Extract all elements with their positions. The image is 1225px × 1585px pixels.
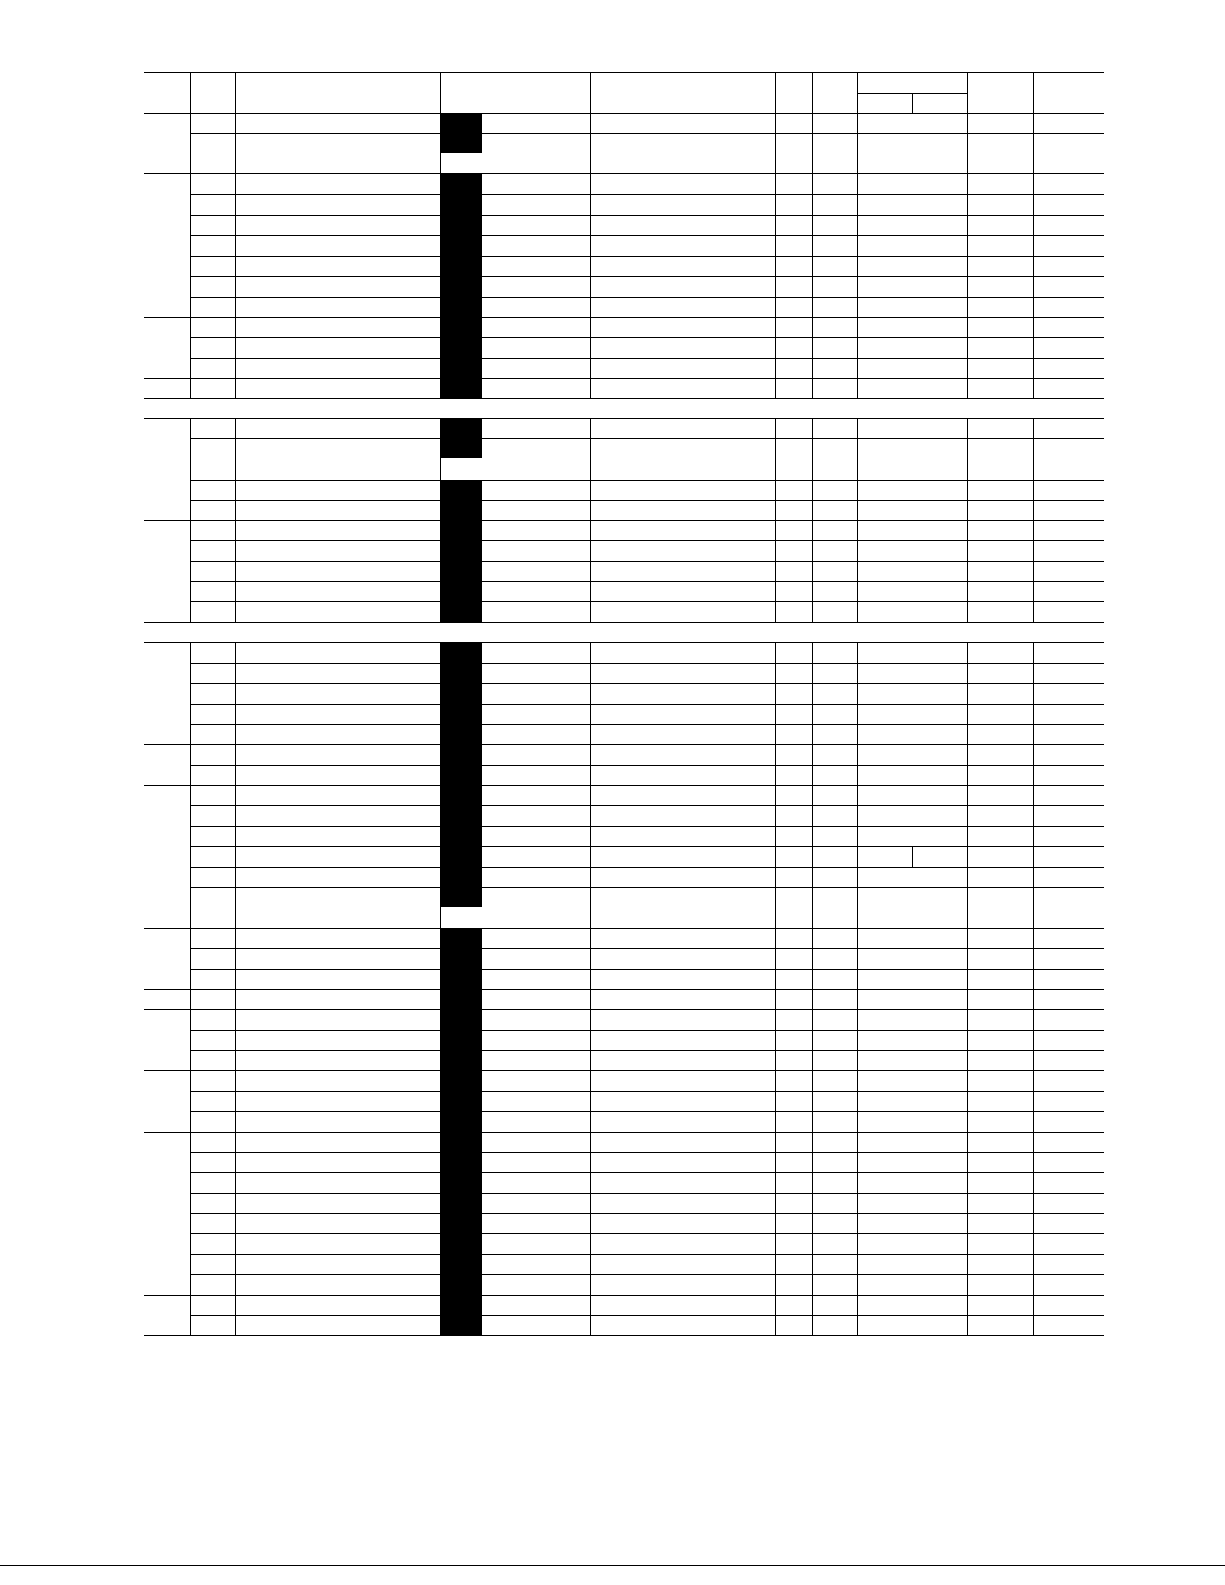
table-row [144, 969, 1104, 989]
table-row [144, 1274, 1104, 1295]
table-row [144, 1213, 1104, 1233]
table-row [144, 744, 1104, 765]
table-row [144, 846, 1104, 867]
table-group-rule [144, 520, 1104, 521]
table-row [144, 1111, 1104, 1132]
table-row [144, 297, 1104, 317]
header-cell-col_9 [967, 72, 1033, 113]
table-group-rule [144, 418, 1104, 419]
table-row [144, 1132, 1104, 1152]
table-row [144, 540, 1104, 561]
table-row [144, 785, 1104, 805]
table-row [144, 500, 1104, 520]
header-cell-col_6 [775, 72, 812, 113]
table-row [144, 826, 1104, 846]
table-row [144, 133, 1104, 173]
table-row [144, 704, 1104, 724]
table-group-rule [144, 317, 1104, 318]
table-row [144, 256, 1104, 276]
table-row [144, 581, 1104, 601]
table-row [144, 173, 1104, 194]
table-group-rule [144, 785, 1104, 786]
table-group-rule [144, 989, 1104, 990]
table-row [144, 438, 1104, 480]
header-cell-col_2 [190, 72, 235, 113]
table-row [144, 317, 1104, 337]
page-footer-rule [0, 1565, 1225, 1566]
header-cell-col_7 [812, 72, 857, 113]
table-row [144, 1070, 1104, 1091]
table-row [144, 989, 1104, 1009]
table-row [144, 418, 1104, 438]
table-row [144, 1233, 1104, 1254]
table-row [144, 520, 1104, 540]
table-bottom-rule [144, 1335, 1104, 1336]
table-group-rule [144, 1070, 1104, 1071]
table-row [144, 235, 1104, 256]
table-group-rule [144, 642, 1104, 643]
table-row [144, 1030, 1104, 1050]
table-row [144, 928, 1104, 948]
table-group-rule [144, 378, 1104, 379]
table-group-rule [144, 1295, 1104, 1296]
table-row [144, 378, 1104, 398]
table-group-rule [144, 622, 1104, 623]
table-row [144, 1152, 1104, 1172]
table-group-rule [144, 744, 1104, 745]
header-cell-col_5 [590, 72, 775, 113]
table-row [144, 887, 1104, 928]
header-cell-col_1 [144, 72, 190, 113]
table-row [144, 113, 1104, 133]
subcolumn-tick [912, 846, 913, 867]
table-row [144, 683, 1104, 704]
table-row [144, 1050, 1104, 1070]
header-cell-col_4 [440, 72, 590, 113]
table-row [144, 1193, 1104, 1213]
table-row [144, 480, 1104, 500]
table-row [144, 358, 1104, 378]
table-row [144, 1315, 1104, 1335]
table-group-rule [144, 1132, 1104, 1133]
table-row [144, 642, 1104, 663]
table-row [144, 724, 1104, 744]
table-group-rule [144, 928, 1104, 929]
header-cell-col_3 [235, 72, 440, 113]
table-row [144, 215, 1104, 235]
table-row [144, 276, 1104, 297]
table-row [144, 948, 1104, 969]
table-row [144, 1254, 1104, 1274]
table-row [144, 561, 1104, 581]
header-subcolumn-divider [912, 93, 913, 113]
table-row [144, 337, 1104, 358]
table-row [144, 867, 1104, 887]
table-group-rule [144, 173, 1104, 174]
table-group-rule [144, 398, 1104, 399]
table-row [144, 805, 1104, 826]
table-row [144, 765, 1104, 785]
header-cell-col_10 [1033, 72, 1104, 113]
table-group-rule [144, 113, 1104, 114]
table-group-rule [144, 1009, 1104, 1010]
table-row [144, 194, 1104, 215]
table-row [144, 1172, 1104, 1193]
table-row [144, 1091, 1104, 1111]
table-row [144, 601, 1104, 622]
table-row [144, 1295, 1104, 1315]
table-row [144, 1009, 1104, 1030]
table-row [144, 663, 1104, 683]
header-column-divider [857, 72, 858, 113]
inner-rule [340, 948, 440, 949]
